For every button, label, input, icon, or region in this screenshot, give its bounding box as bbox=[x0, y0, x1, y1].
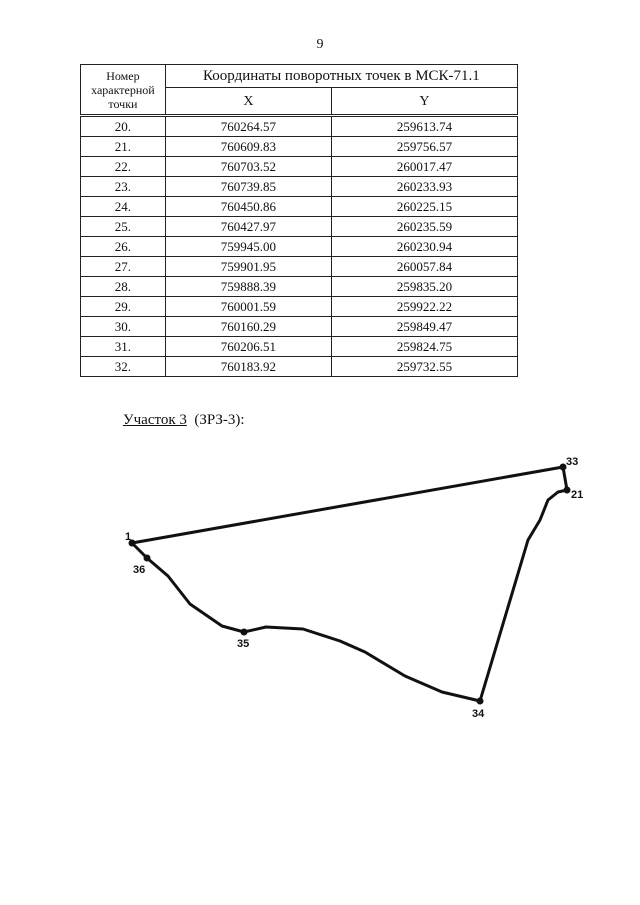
number-column-header: Номер характерной точки bbox=[81, 65, 166, 116]
point-number-cell: 26. bbox=[81, 237, 166, 257]
label-1: 1 bbox=[125, 531, 132, 543]
x-coordinate-cell: 760427.97 bbox=[165, 217, 331, 237]
point-number-cell: 30. bbox=[81, 317, 166, 337]
table-row bbox=[81, 197, 518, 217]
label-35: 35 bbox=[237, 638, 250, 650]
boundary-outline bbox=[132, 467, 567, 701]
point-number-cell: 32. bbox=[81, 357, 166, 377]
table-row bbox=[81, 137, 518, 157]
x-coordinate-cell: 759945.00 bbox=[165, 237, 331, 257]
point-number-cell: 29. bbox=[81, 297, 166, 317]
label-33: 33 bbox=[566, 456, 579, 468]
table-row bbox=[81, 116, 518, 137]
x-coordinate-cell: 760160.29 bbox=[165, 317, 331, 337]
y-coordinate-cell: 259756.57 bbox=[331, 137, 517, 157]
x-coordinate-cell: 760703.52 bbox=[165, 157, 331, 177]
point-number-cell: 25. bbox=[81, 217, 166, 237]
section-code: (ЗРЗ-3): bbox=[194, 412, 245, 428]
point-number-cell: 20. bbox=[81, 116, 166, 137]
y-coordinate-cell: 259849.47 bbox=[331, 317, 517, 337]
point-number-cell: 27. bbox=[81, 257, 166, 277]
x-coordinate-cell: 760264.57 bbox=[165, 116, 331, 137]
table-row bbox=[81, 177, 518, 197]
point-number-cell: 24. bbox=[81, 197, 166, 217]
plot-diagram bbox=[0, 440, 640, 740]
x-coordinate-cell: 759901.95 bbox=[165, 257, 331, 277]
table-row bbox=[81, 157, 518, 177]
table-row bbox=[81, 317, 518, 337]
y-coordinate-cell: 260233.93 bbox=[331, 177, 517, 197]
x-coordinate-cell: 760609.83 bbox=[165, 137, 331, 157]
point-number-cell: 21. bbox=[81, 137, 166, 157]
y-coordinate-cell: 260057.84 bbox=[331, 257, 517, 277]
x-coordinate-cell: 760739.85 bbox=[165, 177, 331, 197]
x-column-header: X bbox=[165, 88, 331, 116]
y-coordinate-cell: 259922.22 bbox=[331, 297, 517, 317]
y-coordinate-cell: 259824.75 bbox=[331, 337, 517, 357]
x-coordinate-cell: 759888.39 bbox=[165, 277, 331, 297]
coordinates-group-header: Координаты поворотных точек в МСК-71.1 bbox=[165, 65, 517, 88]
vertex-36 bbox=[144, 555, 151, 562]
label-21: 21 bbox=[571, 489, 584, 501]
table-row bbox=[81, 277, 518, 297]
vertex-34 bbox=[477, 698, 484, 705]
y-coordinate-cell: 259732.55 bbox=[331, 357, 517, 377]
y-coordinate-cell: 260230.94 bbox=[331, 237, 517, 257]
y-coordinate-cell: 259835.20 bbox=[331, 277, 517, 297]
label-34: 34 bbox=[472, 708, 485, 720]
point-number-cell: 22. bbox=[81, 157, 166, 177]
y-coordinate-cell: 260017.47 bbox=[331, 157, 517, 177]
x-coordinate-cell: 760183.92 bbox=[165, 357, 331, 377]
section-title: Участок 3 bbox=[123, 412, 187, 428]
coordinates-table-body bbox=[81, 116, 518, 377]
vertex-35 bbox=[241, 629, 248, 636]
x-coordinate-cell: 760206.51 bbox=[165, 337, 331, 357]
table-row bbox=[81, 297, 518, 317]
page-number: 9 bbox=[316, 37, 324, 52]
vertex-21 bbox=[564, 487, 571, 494]
y-column-header: Y bbox=[331, 88, 517, 116]
section-caption bbox=[123, 412, 245, 429]
x-coordinate-cell: 760001.59 bbox=[165, 297, 331, 317]
table-row bbox=[81, 357, 518, 377]
coordinates-table bbox=[80, 64, 518, 377]
table-row bbox=[81, 257, 518, 277]
boundary-vertices bbox=[129, 464, 571, 705]
point-number-cell: 23. bbox=[81, 177, 166, 197]
y-coordinate-cell: 260235.59 bbox=[331, 217, 517, 237]
point-number-cell: 28. bbox=[81, 277, 166, 297]
y-coordinate-cell: 260225.15 bbox=[331, 197, 517, 217]
y-coordinate-cell: 259613.74 bbox=[331, 116, 517, 137]
table-row bbox=[81, 217, 518, 237]
label-36: 36 bbox=[133, 564, 146, 576]
point-number-cell: 31. bbox=[81, 337, 166, 357]
x-coordinate-cell: 760450.86 bbox=[165, 197, 331, 217]
table-row bbox=[81, 337, 518, 357]
table-row bbox=[81, 237, 518, 257]
